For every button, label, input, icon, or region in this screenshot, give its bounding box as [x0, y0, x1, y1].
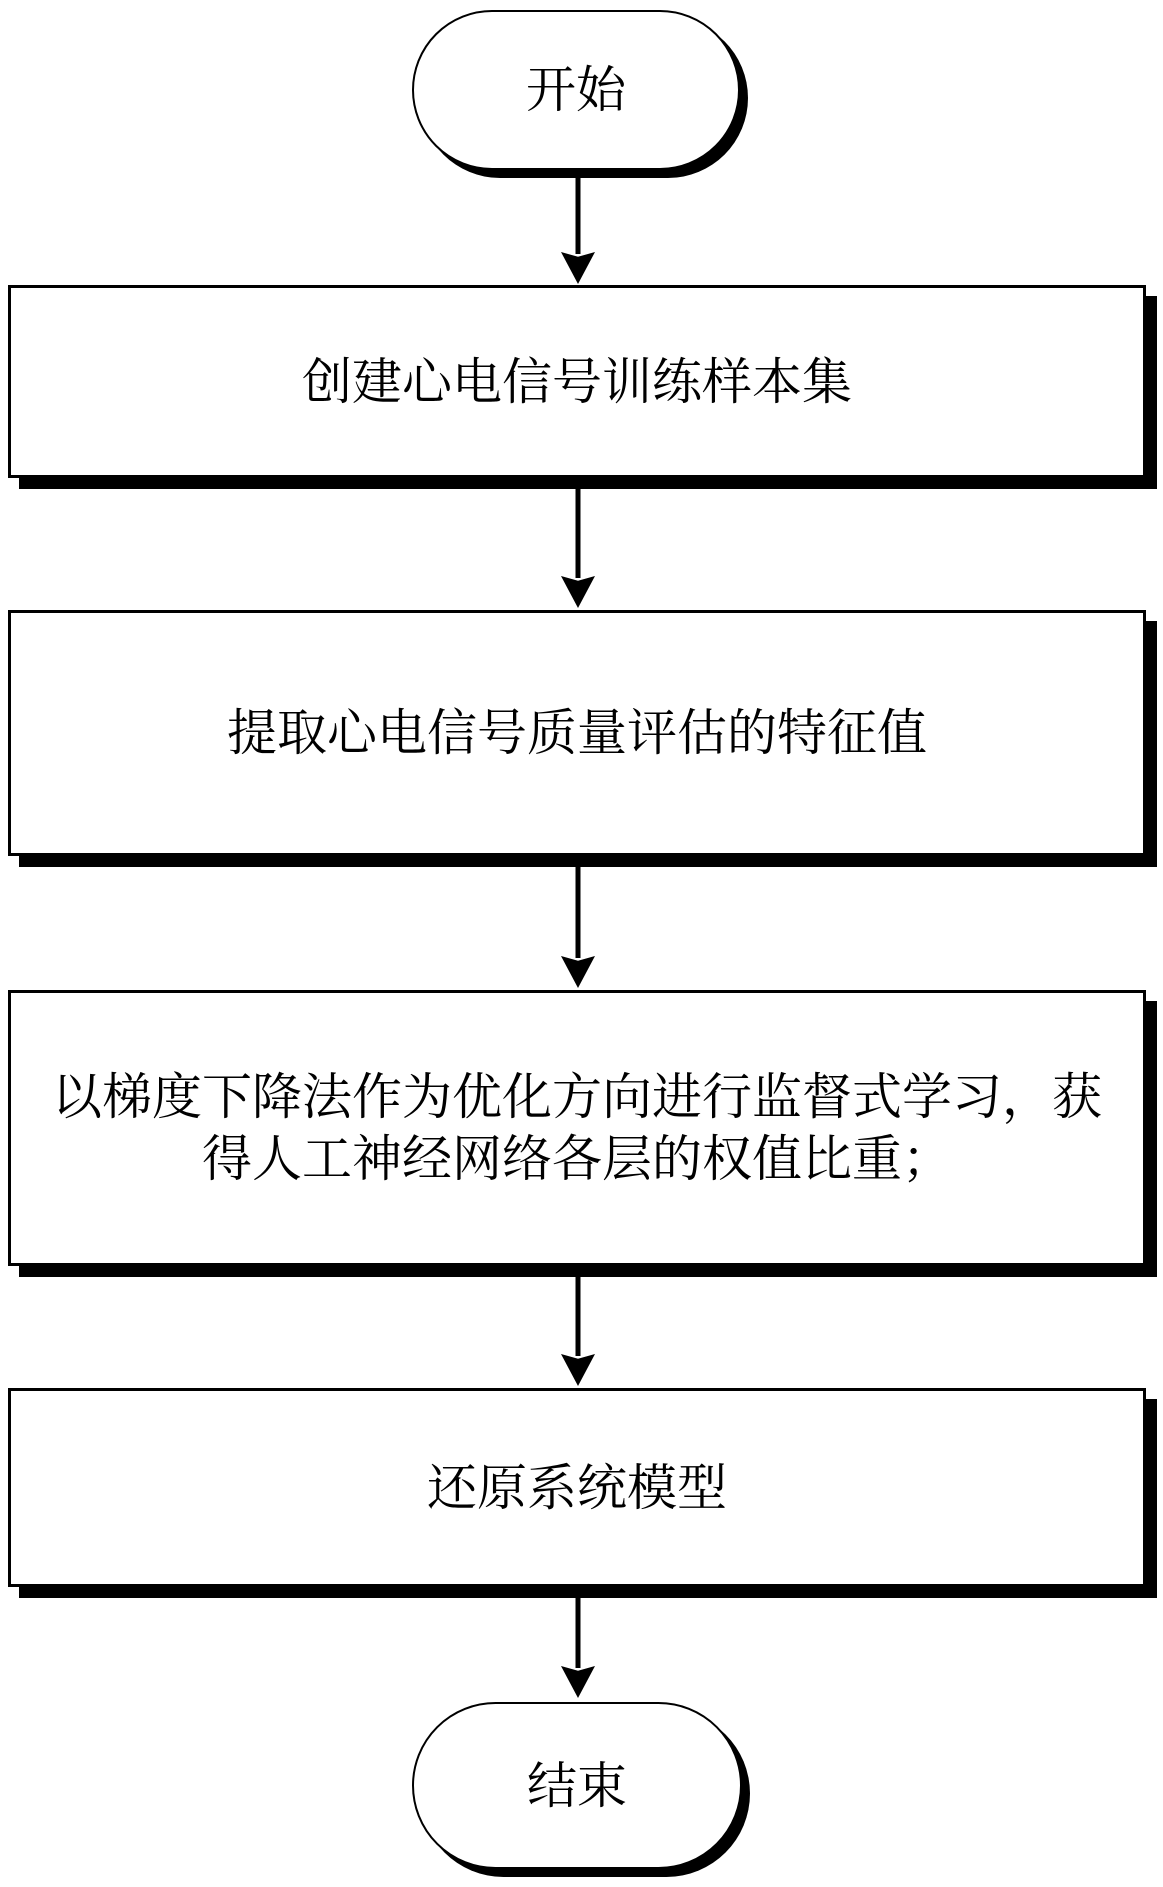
- node-supervised-learning-label-line-1: 以梯度下降法作为优化方向进行监督式学习，获: [52, 1069, 1102, 1125]
- node-create-training-set: [8, 285, 1146, 478]
- arrow-shaft: [576, 857, 581, 958]
- arrowhead-down-icon: [561, 252, 595, 284]
- node-create-training-set-label: 创建心电信号训练样本集: [302, 353, 852, 410]
- arrowhead-down-icon: [561, 1666, 595, 1698]
- node-supervised-learning-label-line-2: 得人工神经网络各层的权值比重；: [202, 1131, 952, 1187]
- flow-arrow-3: [561, 857, 595, 988]
- arrow-shaft: [576, 1267, 581, 1356]
- arrow-shaft: [576, 1588, 581, 1668]
- arrowhead-down-icon: [561, 1354, 595, 1386]
- flow-arrow-5: [561, 1588, 595, 1698]
- arrowhead-down-icon: [561, 576, 595, 608]
- node-extract-features: [8, 610, 1146, 856]
- node-extract-features-label: 提取心电信号质量评估的特征值: [227, 705, 927, 761]
- arrow-shaft: [576, 170, 581, 254]
- flow-arrow-1: [561, 170, 595, 284]
- node-end-label: 结束: [527, 1757, 627, 1814]
- flow-arrow-4: [561, 1267, 595, 1386]
- arrow-shaft: [576, 479, 581, 578]
- node-end: [412, 1702, 742, 1869]
- node-restore-model-label: 还原系统模型: [427, 1459, 727, 1516]
- arrowhead-down-icon: [561, 956, 595, 988]
- flow-arrow-2: [561, 479, 595, 608]
- node-start: [412, 10, 740, 170]
- node-restore-model: [8, 1388, 1146, 1587]
- node-start-label: 开始: [526, 62, 626, 118]
- node-supervised-learning: [8, 990, 1146, 1266]
